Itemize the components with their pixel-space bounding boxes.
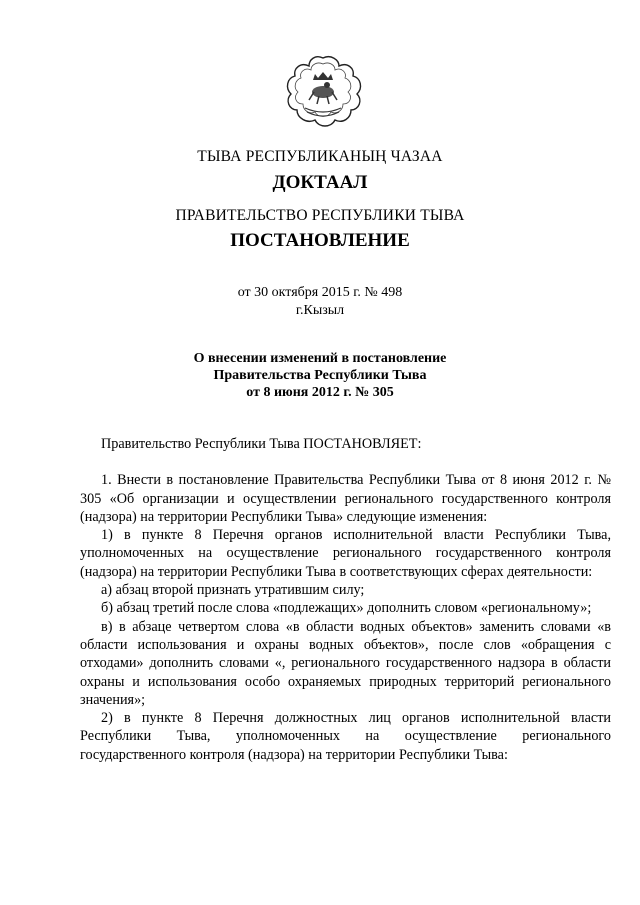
- document-city: г.Кызыл: [295, 303, 345, 318]
- decree-statement: Правительство Республики Тыва ПОСТАНОВЛЯЕТ:: [101, 436, 422, 452]
- document-date-number: от 30 октября 2015 г. № 498: [237, 285, 403, 300]
- body-paragraph: б) абзац третий после слова «подлежащих» дополнить словом «региональному»;: [101, 600, 592, 617]
- body-paragraph: 1. Внести в постановление Правительства Республики Тыва от 8 июня 2012 г. № 305 «Об организации и осуществлении регионального государственного контроля (надзора) на территории Республики Тыва» следующие изменения:: [80, 472, 611, 525]
- russian-document-type: ПОСТАНОВЛЕНИЕ: [230, 230, 410, 251]
- tyva-government-title: ТЫВА РЕСПУБЛИКАНЫҢ ЧАЗАА: [197, 148, 443, 165]
- body-paragraph: а) абзац второй признать утратившим силу;: [101, 582, 365, 599]
- body-paragraph: 1) в пункте 8 Перечня органов исполнительной власти Республики Тыва, уполномоченных на осуществление регионального государственного контроля (надзора) на территории Республики Тыва в соответствующих сферах деятельности:: [80, 527, 611, 580]
- coat-of-arms-emblem: [283, 52, 363, 132]
- document-body: [80, 435, 611, 764]
- tyva-document-type: ДОКТААЛ: [272, 172, 368, 193]
- document-title: [0, 350, 640, 401]
- body-paragraph: 2) в пункте 8 Перечня должностных лиц органов исполнительной власти Республики Тыва, уполномоченных на осуществление регионального государственного контроля (надзора) на территории Республики Тыва:: [80, 710, 611, 763]
- document-title-line: Правительства Республики Тыва: [213, 368, 427, 383]
- russian-government-title: ПРАВИТЕЛЬСТВО РЕСПУБЛИКИ ТЫВА: [175, 207, 465, 224]
- document-title-line: от 8 июня 2012 г. № 305: [246, 385, 394, 400]
- document-title-line: О внесении изменений в постановление: [193, 351, 447, 366]
- body-paragraph: в) в абзаце четвертом слова «в области водных объектов» заменить словами «в области использования и охраны водных объектов», после слов «обращения с отходами» дополнить словами «, регионального государственного надзора в области охраны и использования особо охраняемых природных территорий регионального значения»;: [80, 618, 611, 708]
